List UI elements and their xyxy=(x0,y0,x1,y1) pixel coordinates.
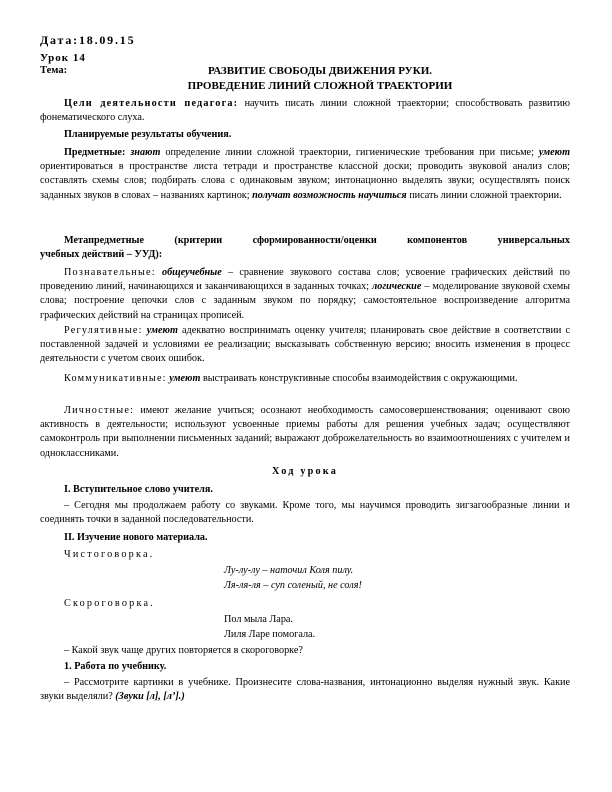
section3-paragraph: – Рассмотрите картинки в учебнике. Произнесите слова-названия, интонационно выделяя нужный звук. Какие звуки выделяли? (Звуки [л], [л’].) xyxy=(40,677,570,703)
results-heading: Планируемые результаты обучения. xyxy=(64,129,232,140)
goals-text: научить писать линии сложной траектории; способствовать развитию фонематического слуха. xyxy=(40,98,570,124)
personal-paragraph: Личностные: имеют желание учиться; осознают необходимость самосовершенствования; оценивают свою активность в деятельности; используют усвоенные приемы работы для решения учебных задач; осуществляют самоконтроль при выполнении письменных заданий; выражают доброжелательность во взаимоотношениях с учителем и одноклассниками. xyxy=(40,405,571,459)
tongue-twister2-line1: Пол мыла Лара. xyxy=(224,614,293,625)
lesson-course-heading: Ход урока xyxy=(271,466,338,477)
tongue-twister1-line1: Лу-лу-лу – наточил Коля пилу. xyxy=(224,565,354,576)
tongue-twister2-label: Скороговорка. xyxy=(64,598,155,609)
section1-heading: I. Вступительное слово учителя. xyxy=(64,484,213,495)
cognitive-label: Познавательные: xyxy=(64,267,156,278)
goals-label: Цели деятельности педагога: xyxy=(64,98,239,109)
tongue-twister2-line2: Лиля Ларе помогала. xyxy=(224,629,316,640)
lesson-title-line2: ПРОВЕДЕНИЕ ЛИНИЙ СЛОЖНОЙ ТРАЕКТОРИИ xyxy=(187,80,453,92)
section1-text: – Сегодня мы продолжаем работу со звуками. Кроме того, мы научимся проводить зигзагообразные линии и соединять точки в заданной последовательности. xyxy=(40,500,570,526)
goals-paragraph xyxy=(40,97,570,125)
tongue-twister1-line2: Ля-ля-ля – суп соленый, не соля! xyxy=(224,580,362,591)
section3-heading: 1. Работа по учебнику. xyxy=(64,661,167,672)
lesson-date: Дата:18.09.15 xyxy=(40,33,136,47)
subject-label: Предметные: xyxy=(64,147,126,158)
personal-label: Личностные: xyxy=(64,405,135,416)
topic-label: Тема: xyxy=(40,65,68,76)
tongue-twister1-label: Чистоговорка. xyxy=(64,549,155,560)
meta-results-line1: Метапредметные (критерии сформированности/оценки компонентов универсальных xyxy=(64,235,570,246)
lesson-number: Урок 14 xyxy=(40,52,86,64)
communicative-label: Коммуникативные: xyxy=(64,373,167,384)
lesson-title-line1: РАЗВИТИЕ СВОБОДЫ ДВИЖЕНИЯ РУКИ. xyxy=(207,65,433,77)
subject-results-paragraph: Предметные: знают определение линии сложной траектории, гигиенические требования при письме; умеют ориентироваться в пространстве листа тетради и пространстве классной доски; проводить звуковой анализ слов; составлять схемы слов; подбирать слова с одинаковым звуком; интонационно выделять звуки; осуществлять поиск заданных звуков в словах – названиях картинок; получат возможность научиться писать линии сложной траектории. xyxy=(40,147,571,201)
communicative-paragraph: Коммуникативные: умеют выстраивать конструктивные способы взаимодействия с окружающими. xyxy=(64,373,518,384)
regulative-paragraph: Регулятивные: умеют адекватно воспринимать оценку учителя; планировать свое действие в соответствии с поставленной задачей и условиями ее реализации; высказывать собственную версию; вносить изменения в процесс деятельности с учетом своих ошибок. xyxy=(40,325,571,365)
regulative-label: Регулятивные: xyxy=(64,325,143,336)
meta-results-line2: учебных действий – УУД): xyxy=(40,249,163,260)
cognitive-paragraph: Познавательные: общеучебные – сравнение звукового состава слов; усвоение графических действий по проведению линий, начинающихся и заканчивающихся в заданных точках; логические – моделирование звуковой схемы слова; построение цепочки слов с заданным звуком по порядку; самостоятельное воспроизведение алгоритма графических действий на страницах прописей. xyxy=(40,267,571,321)
section2-heading: II. Изучение нового материала. xyxy=(64,532,208,543)
question-text: – Какой звук чаще других повторяется в скороговорке? xyxy=(64,645,303,656)
